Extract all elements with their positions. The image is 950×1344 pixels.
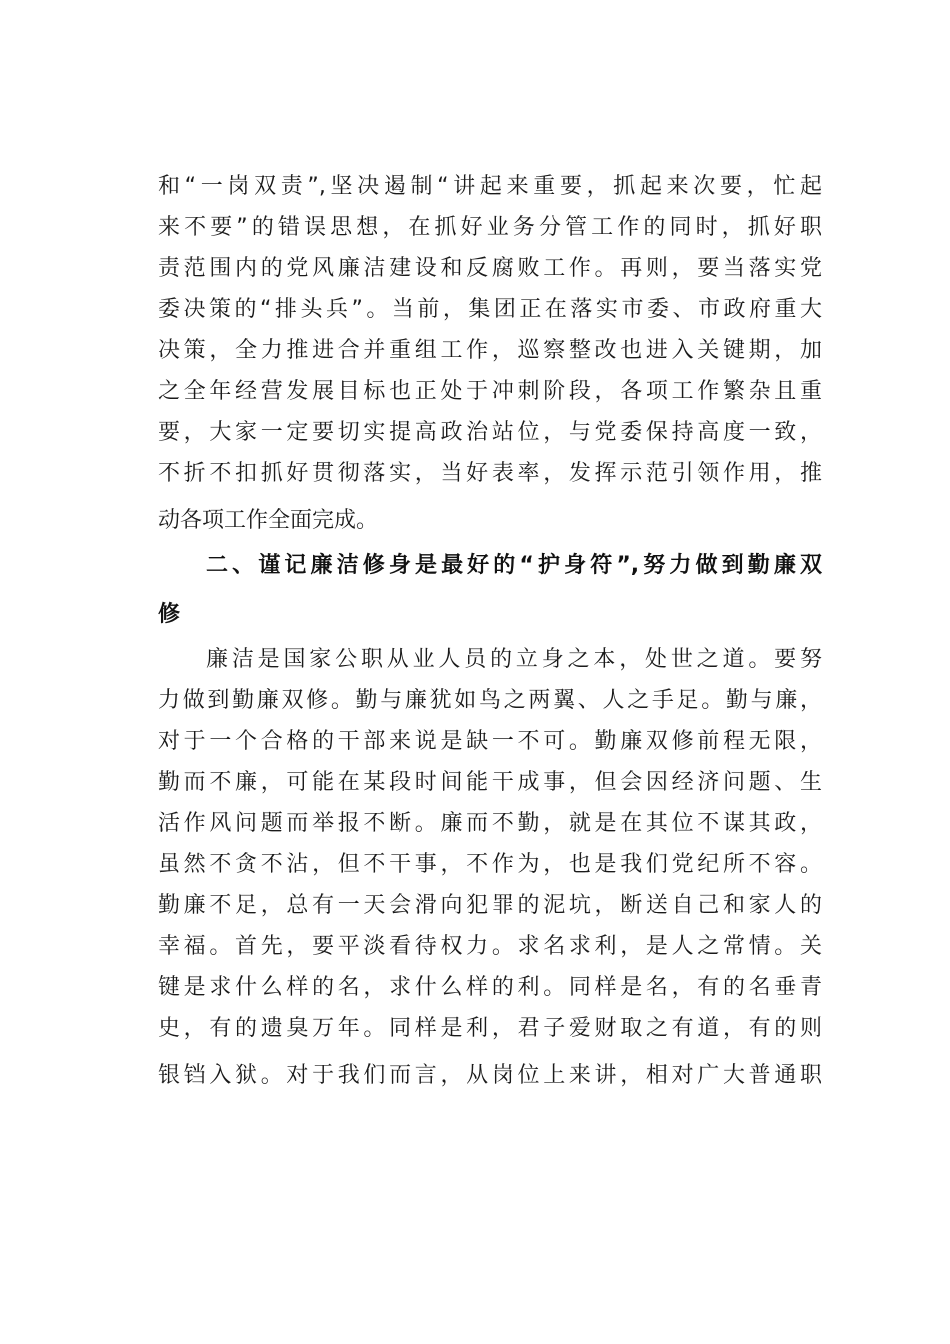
section-heading [158, 541, 822, 639]
document-body [158, 166, 822, 1096]
paragraph-line: 之全年经营发展目标也正处于冲刺阶段，各项工作繁杂且重 [158, 379, 822, 404]
paragraph-line: 要，大家一定要切实提高政治站位，与党委保持高度一致， [158, 420, 822, 445]
paragraph-1 [158, 166, 822, 541]
paragraph-line: 动各项工作全面完成。 [158, 508, 379, 533]
paragraph-line: 委决策的“排头兵”。当前，集团正在落实市委、市政府重大 [158, 297, 822, 322]
paragraph-line: 对于一个合格的干部来说是缺一不可。勤廉双修前程无限， [158, 729, 822, 754]
paragraph-line: 虽然不贪不沾，但不干事，不作为，也是我们党纪所不容。 [158, 852, 822, 877]
paragraph-line: 决策，全力推进合并重组工作，巡察整改也进入关键期，加 [158, 338, 822, 363]
paragraph-line: 责范围内的党风廉洁建设和反腐败工作。再则，要当落实党 [158, 256, 822, 281]
heading-line: 修 [158, 602, 181, 627]
paragraph-line: 来不要”的错误思想，在抓好业务分管工作的同时，抓好职 [158, 215, 822, 240]
paragraph-line: 勤廉不足，总有一天会滑向犯罪的泥坑，断送自己和家人的 [158, 893, 822, 918]
paragraph-line: 活作风问题而举报不断。廉而不勤，就是在其位不谋其政， [158, 811, 822, 836]
heading-line: 二、谨记廉洁修身是最好的“护身符”,努力做到勤廉双 [206, 553, 822, 578]
paragraph-line: 不折不扣抓好贯彻落实，当好表率，发挥示范引领作用，推 [158, 461, 822, 486]
paragraph-line: 廉洁是国家公职从业人员的立身之本，处世之道。要努 [206, 647, 822, 672]
paragraph-line: 键是求什么样的名，求什么样的利。同样是名，有的名垂青 [158, 975, 822, 1000]
paragraph-2 [158, 639, 822, 1096]
paragraph-line: 勤而不廉，可能在某段时间能干成事，但会因经济问题、生 [158, 770, 822, 795]
paragraph-line: 银铛入狱。对于我们而言，从岗位上来讲，相对广大普通职 [158, 1063, 822, 1088]
paragraph-line: 幸福。首先，要平淡看待权力。求名求利，是人之常情。关 [158, 934, 822, 959]
paragraph-line: 力做到勤廉双修。勤与廉犹如鸟之两翼、人之手足。勤与廉， [158, 688, 822, 713]
paragraph-line: 和“一岗双责”,坚决遏制“讲起来重要，抓起来次要，忙起 [158, 174, 822, 199]
paragraph-line: 史，有的遗臭万年。同样是利，君子爱财取之有道，有的则 [158, 1016, 822, 1041]
